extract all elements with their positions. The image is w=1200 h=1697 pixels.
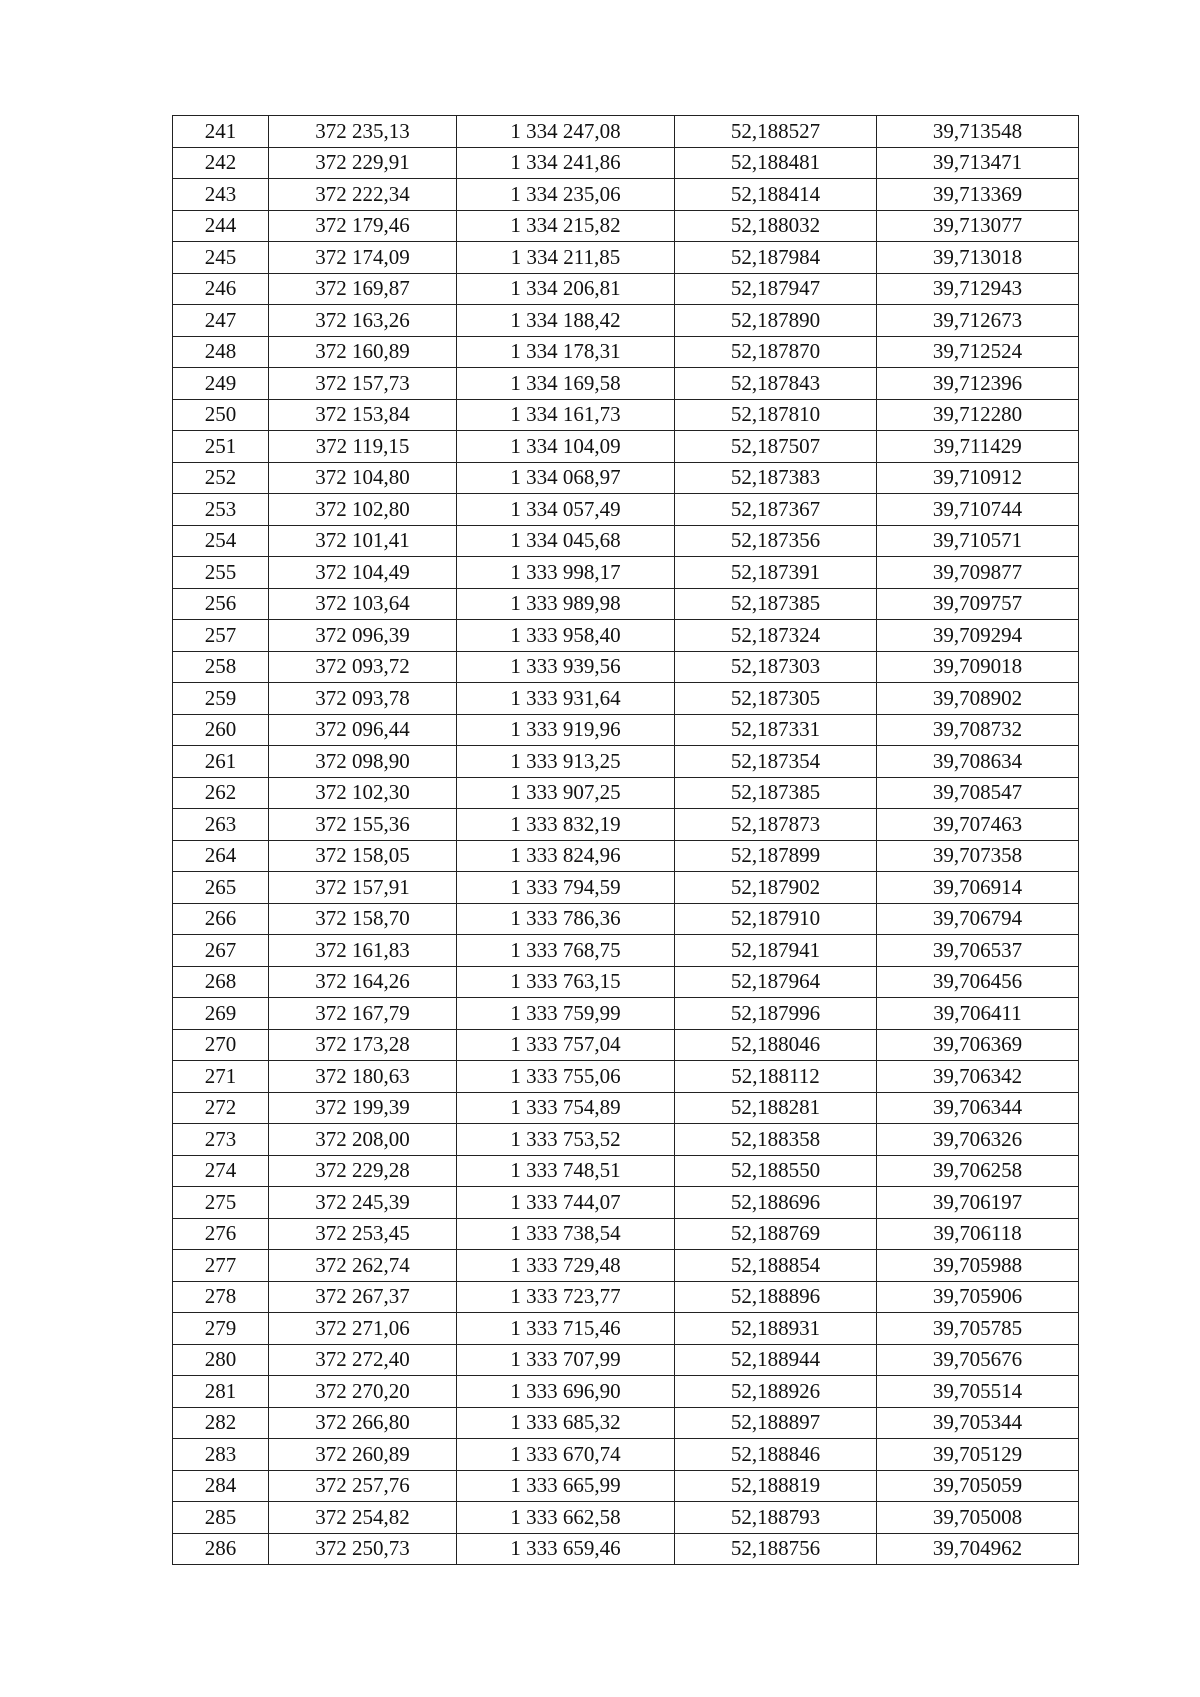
latitude-cell: 52,188819 xyxy=(675,1470,877,1502)
y-coordinate-cell: 1 333 715,46 xyxy=(457,1313,675,1345)
x-coordinate-cell: 372 093,72 xyxy=(269,651,457,683)
point-number-cell: 266 xyxy=(173,903,269,935)
table-row xyxy=(173,998,1079,1030)
x-coordinate-cell: 372 254,82 xyxy=(269,1502,457,1534)
latitude-cell: 52,187843 xyxy=(675,368,877,400)
table-row xyxy=(173,1439,1079,1471)
latitude-cell: 52,187383 xyxy=(675,462,877,494)
longitude-cell: 39,705906 xyxy=(877,1281,1079,1313)
y-coordinate-cell: 1 333 794,59 xyxy=(457,872,675,904)
latitude-cell: 52,187305 xyxy=(675,683,877,715)
latitude-cell: 52,187303 xyxy=(675,651,877,683)
x-coordinate-cell: 372 158,05 xyxy=(269,840,457,872)
table-row xyxy=(173,147,1079,179)
table-row xyxy=(173,1533,1079,1565)
latitude-cell: 52,187324 xyxy=(675,620,877,652)
x-coordinate-cell: 372 257,76 xyxy=(269,1470,457,1502)
table-row xyxy=(173,462,1079,494)
x-coordinate-cell: 372 270,20 xyxy=(269,1376,457,1408)
x-coordinate-cell: 372 235,13 xyxy=(269,116,457,148)
longitude-cell: 39,709018 xyxy=(877,651,1079,683)
point-number-cell: 282 xyxy=(173,1407,269,1439)
point-number-cell: 278 xyxy=(173,1281,269,1313)
latitude-cell: 52,187902 xyxy=(675,872,877,904)
table-row xyxy=(173,1092,1079,1124)
point-number-cell: 281 xyxy=(173,1376,269,1408)
latitude-cell: 52,188854 xyxy=(675,1250,877,1282)
y-coordinate-cell: 1 333 931,64 xyxy=(457,683,675,715)
table-row xyxy=(173,1124,1079,1156)
point-number-cell: 277 xyxy=(173,1250,269,1282)
x-coordinate-cell: 372 208,00 xyxy=(269,1124,457,1156)
point-number-cell: 286 xyxy=(173,1533,269,1565)
x-coordinate-cell: 372 271,06 xyxy=(269,1313,457,1345)
latitude-cell: 52,187890 xyxy=(675,305,877,337)
longitude-cell: 39,712524 xyxy=(877,336,1079,368)
latitude-cell: 52,187964 xyxy=(675,966,877,998)
longitude-cell: 39,705676 xyxy=(877,1344,1079,1376)
table-row xyxy=(173,966,1079,998)
y-coordinate-cell: 1 334 045,68 xyxy=(457,525,675,557)
y-coordinate-cell: 1 333 786,36 xyxy=(457,903,675,935)
point-number-cell: 248 xyxy=(173,336,269,368)
longitude-cell: 39,709877 xyxy=(877,557,1079,589)
y-coordinate-cell: 1 333 685,32 xyxy=(457,1407,675,1439)
x-coordinate-cell: 372 245,39 xyxy=(269,1187,457,1219)
latitude-cell: 52,188793 xyxy=(675,1502,877,1534)
longitude-cell: 39,712280 xyxy=(877,399,1079,431)
y-coordinate-cell: 1 334 178,31 xyxy=(457,336,675,368)
y-coordinate-cell: 1 333 748,51 xyxy=(457,1155,675,1187)
y-coordinate-cell: 1 334 104,09 xyxy=(457,431,675,463)
y-coordinate-cell: 1 333 763,15 xyxy=(457,966,675,998)
table-row xyxy=(173,494,1079,526)
point-number-cell: 244 xyxy=(173,210,269,242)
point-number-cell: 261 xyxy=(173,746,269,778)
longitude-cell: 39,706456 xyxy=(877,966,1079,998)
latitude-cell: 52,188944 xyxy=(675,1344,877,1376)
x-coordinate-cell: 372 098,90 xyxy=(269,746,457,778)
table-row xyxy=(173,273,1079,305)
x-coordinate-cell: 372 102,30 xyxy=(269,777,457,809)
longitude-cell: 39,709294 xyxy=(877,620,1079,652)
latitude-cell: 52,187356 xyxy=(675,525,877,557)
longitude-cell: 39,706118 xyxy=(877,1218,1079,1250)
point-number-cell: 276 xyxy=(173,1218,269,1250)
table-row xyxy=(173,431,1079,463)
table-row xyxy=(173,1061,1079,1093)
table-row xyxy=(173,777,1079,809)
x-coordinate-cell: 372 119,15 xyxy=(269,431,457,463)
y-coordinate-cell: 1 333 753,52 xyxy=(457,1124,675,1156)
point-number-cell: 274 xyxy=(173,1155,269,1187)
longitude-cell: 39,713077 xyxy=(877,210,1079,242)
point-number-cell: 280 xyxy=(173,1344,269,1376)
longitude-cell: 39,709757 xyxy=(877,588,1079,620)
y-coordinate-cell: 1 333 958,40 xyxy=(457,620,675,652)
latitude-cell: 52,187984 xyxy=(675,242,877,274)
coordinates-table xyxy=(172,115,1079,1565)
latitude-cell: 52,188032 xyxy=(675,210,877,242)
point-number-cell: 264 xyxy=(173,840,269,872)
longitude-cell: 39,705988 xyxy=(877,1250,1079,1282)
table-row xyxy=(173,809,1079,841)
y-coordinate-cell: 1 333 919,96 xyxy=(457,714,675,746)
y-coordinate-cell: 1 333 913,25 xyxy=(457,746,675,778)
point-number-cell: 271 xyxy=(173,1061,269,1093)
point-number-cell: 270 xyxy=(173,1029,269,1061)
table-row xyxy=(173,903,1079,935)
longitude-cell: 39,706369 xyxy=(877,1029,1079,1061)
x-coordinate-cell: 372 173,28 xyxy=(269,1029,457,1061)
point-number-cell: 260 xyxy=(173,714,269,746)
latitude-cell: 52,188897 xyxy=(675,1407,877,1439)
longitude-cell: 39,713018 xyxy=(877,242,1079,274)
point-number-cell: 285 xyxy=(173,1502,269,1534)
latitude-cell: 52,187870 xyxy=(675,336,877,368)
point-number-cell: 263 xyxy=(173,809,269,841)
point-number-cell: 262 xyxy=(173,777,269,809)
longitude-cell: 39,705129 xyxy=(877,1439,1079,1471)
x-coordinate-cell: 372 229,28 xyxy=(269,1155,457,1187)
x-coordinate-cell: 372 153,84 xyxy=(269,399,457,431)
y-coordinate-cell: 1 333 989,98 xyxy=(457,588,675,620)
x-coordinate-cell: 372 222,34 xyxy=(269,179,457,211)
longitude-cell: 39,708902 xyxy=(877,683,1079,715)
longitude-cell: 39,706914 xyxy=(877,872,1079,904)
point-number-cell: 284 xyxy=(173,1470,269,1502)
y-coordinate-cell: 1 333 744,07 xyxy=(457,1187,675,1219)
latitude-cell: 52,188756 xyxy=(675,1533,877,1565)
longitude-cell: 39,706794 xyxy=(877,903,1079,935)
latitude-cell: 52,188846 xyxy=(675,1439,877,1471)
x-coordinate-cell: 372 167,79 xyxy=(269,998,457,1030)
point-number-cell: 256 xyxy=(173,588,269,620)
point-number-cell: 241 xyxy=(173,116,269,148)
longitude-cell: 39,712943 xyxy=(877,273,1079,305)
y-coordinate-cell: 1 333 768,75 xyxy=(457,935,675,967)
longitude-cell: 39,705008 xyxy=(877,1502,1079,1534)
x-coordinate-cell: 372 229,91 xyxy=(269,147,457,179)
x-coordinate-cell: 372 164,26 xyxy=(269,966,457,998)
x-coordinate-cell: 372 103,64 xyxy=(269,588,457,620)
y-coordinate-cell: 1 333 832,19 xyxy=(457,809,675,841)
y-coordinate-cell: 1 333 759,99 xyxy=(457,998,675,1030)
y-coordinate-cell: 1 334 211,85 xyxy=(457,242,675,274)
table-row xyxy=(173,179,1079,211)
table-row xyxy=(173,1376,1079,1408)
table-row xyxy=(173,305,1079,337)
y-coordinate-cell: 1 334 206,81 xyxy=(457,273,675,305)
table-row xyxy=(173,557,1079,589)
longitude-cell: 39,705785 xyxy=(877,1313,1079,1345)
longitude-cell: 39,713369 xyxy=(877,179,1079,211)
latitude-cell: 52,188481 xyxy=(675,147,877,179)
y-coordinate-cell: 1 333 755,06 xyxy=(457,1061,675,1093)
latitude-cell: 52,187385 xyxy=(675,588,877,620)
table-row xyxy=(173,1029,1079,1061)
x-coordinate-cell: 372 260,89 xyxy=(269,1439,457,1471)
point-number-cell: 250 xyxy=(173,399,269,431)
y-coordinate-cell: 1 333 998,17 xyxy=(457,557,675,589)
longitude-cell: 39,705514 xyxy=(877,1376,1079,1408)
y-coordinate-cell: 1 333 659,46 xyxy=(457,1533,675,1565)
x-coordinate-cell: 372 161,83 xyxy=(269,935,457,967)
latitude-cell: 52,188281 xyxy=(675,1092,877,1124)
point-number-cell: 272 xyxy=(173,1092,269,1124)
point-number-cell: 242 xyxy=(173,147,269,179)
y-coordinate-cell: 1 333 729,48 xyxy=(457,1250,675,1282)
x-coordinate-cell: 372 250,73 xyxy=(269,1533,457,1565)
longitude-cell: 39,706411 xyxy=(877,998,1079,1030)
table-row xyxy=(173,368,1079,400)
x-coordinate-cell: 372 163,26 xyxy=(269,305,457,337)
point-number-cell: 283 xyxy=(173,1439,269,1471)
y-coordinate-cell: 1 334 161,73 xyxy=(457,399,675,431)
latitude-cell: 52,187873 xyxy=(675,809,877,841)
latitude-cell: 52,187899 xyxy=(675,840,877,872)
longitude-cell: 39,710912 xyxy=(877,462,1079,494)
longitude-cell: 39,708547 xyxy=(877,777,1079,809)
latitude-cell: 52,188926 xyxy=(675,1376,877,1408)
point-number-cell: 254 xyxy=(173,525,269,557)
x-coordinate-cell: 372 160,89 xyxy=(269,336,457,368)
y-coordinate-cell: 1 334 247,08 xyxy=(457,116,675,148)
table-row xyxy=(173,1155,1079,1187)
longitude-cell: 39,706344 xyxy=(877,1092,1079,1124)
x-coordinate-cell: 372 096,39 xyxy=(269,620,457,652)
table-row xyxy=(173,935,1079,967)
x-coordinate-cell: 372 096,44 xyxy=(269,714,457,746)
point-number-cell: 273 xyxy=(173,1124,269,1156)
point-number-cell: 255 xyxy=(173,557,269,589)
point-number-cell: 245 xyxy=(173,242,269,274)
table-row xyxy=(173,1187,1079,1219)
x-coordinate-cell: 372 169,87 xyxy=(269,273,457,305)
table-row xyxy=(173,116,1079,148)
longitude-cell: 39,706537 xyxy=(877,935,1079,967)
latitude-cell: 52,187910 xyxy=(675,903,877,935)
point-number-cell: 265 xyxy=(173,872,269,904)
point-number-cell: 269 xyxy=(173,998,269,1030)
point-number-cell: 275 xyxy=(173,1187,269,1219)
table-row xyxy=(173,399,1079,431)
latitude-cell: 52,187507 xyxy=(675,431,877,463)
point-number-cell: 267 xyxy=(173,935,269,967)
table-row xyxy=(173,840,1079,872)
latitude-cell: 52,188358 xyxy=(675,1124,877,1156)
x-coordinate-cell: 372 199,39 xyxy=(269,1092,457,1124)
y-coordinate-cell: 1 334 169,58 xyxy=(457,368,675,400)
longitude-cell: 39,706258 xyxy=(877,1155,1079,1187)
longitude-cell: 39,710571 xyxy=(877,525,1079,557)
table-row xyxy=(173,336,1079,368)
y-coordinate-cell: 1 333 757,04 xyxy=(457,1029,675,1061)
latitude-cell: 52,188112 xyxy=(675,1061,877,1093)
point-number-cell: 253 xyxy=(173,494,269,526)
table-row xyxy=(173,1344,1079,1376)
x-coordinate-cell: 372 102,80 xyxy=(269,494,457,526)
x-coordinate-cell: 372 174,09 xyxy=(269,242,457,274)
table-row xyxy=(173,525,1079,557)
point-number-cell: 268 xyxy=(173,966,269,998)
latitude-cell: 52,188931 xyxy=(675,1313,877,1345)
y-coordinate-cell: 1 333 670,74 xyxy=(457,1439,675,1471)
longitude-cell: 39,706197 xyxy=(877,1187,1079,1219)
x-coordinate-cell: 372 155,36 xyxy=(269,809,457,841)
table-row xyxy=(173,242,1079,274)
latitude-cell: 52,187391 xyxy=(675,557,877,589)
longitude-cell: 39,710744 xyxy=(877,494,1079,526)
point-number-cell: 247 xyxy=(173,305,269,337)
point-number-cell: 257 xyxy=(173,620,269,652)
latitude-cell: 52,187354 xyxy=(675,746,877,778)
latitude-cell: 52,187331 xyxy=(675,714,877,746)
y-coordinate-cell: 1 333 754,89 xyxy=(457,1092,675,1124)
longitude-cell: 39,704962 xyxy=(877,1533,1079,1565)
longitude-cell: 39,706326 xyxy=(877,1124,1079,1156)
latitude-cell: 52,188896 xyxy=(675,1281,877,1313)
point-number-cell: 243 xyxy=(173,179,269,211)
latitude-cell: 52,188769 xyxy=(675,1218,877,1250)
longitude-cell: 39,712396 xyxy=(877,368,1079,400)
y-coordinate-cell: 1 333 939,56 xyxy=(457,651,675,683)
point-number-cell: 246 xyxy=(173,273,269,305)
x-coordinate-cell: 372 267,37 xyxy=(269,1281,457,1313)
latitude-cell: 52,187947 xyxy=(675,273,877,305)
x-coordinate-cell: 372 093,78 xyxy=(269,683,457,715)
table-row xyxy=(173,1281,1079,1313)
x-coordinate-cell: 372 157,91 xyxy=(269,872,457,904)
y-coordinate-cell: 1 333 707,99 xyxy=(457,1344,675,1376)
longitude-cell: 39,707358 xyxy=(877,840,1079,872)
latitude-cell: 52,188414 xyxy=(675,179,877,211)
x-coordinate-cell: 372 179,46 xyxy=(269,210,457,242)
point-number-cell: 279 xyxy=(173,1313,269,1345)
latitude-cell: 52,187367 xyxy=(675,494,877,526)
table-row xyxy=(173,683,1079,715)
x-coordinate-cell: 372 157,73 xyxy=(269,368,457,400)
latitude-cell: 52,187810 xyxy=(675,399,877,431)
y-coordinate-cell: 1 333 665,99 xyxy=(457,1470,675,1502)
x-coordinate-cell: 372 266,80 xyxy=(269,1407,457,1439)
coordinates-table-body xyxy=(173,116,1079,1565)
point-number-cell: 252 xyxy=(173,462,269,494)
y-coordinate-cell: 1 334 215,82 xyxy=(457,210,675,242)
point-number-cell: 258 xyxy=(173,651,269,683)
table-row xyxy=(173,620,1079,652)
y-coordinate-cell: 1 334 057,49 xyxy=(457,494,675,526)
y-coordinate-cell: 1 334 235,06 xyxy=(457,179,675,211)
table-row xyxy=(173,1502,1079,1534)
table-row xyxy=(173,1313,1079,1345)
point-number-cell: 251 xyxy=(173,431,269,463)
y-coordinate-cell: 1 333 662,58 xyxy=(457,1502,675,1534)
x-coordinate-cell: 372 158,70 xyxy=(269,903,457,935)
y-coordinate-cell: 1 334 188,42 xyxy=(457,305,675,337)
x-coordinate-cell: 372 104,80 xyxy=(269,462,457,494)
longitude-cell: 39,713548 xyxy=(877,116,1079,148)
longitude-cell: 39,705059 xyxy=(877,1470,1079,1502)
table-row xyxy=(173,210,1079,242)
table-row xyxy=(173,1470,1079,1502)
latitude-cell: 52,187941 xyxy=(675,935,877,967)
y-coordinate-cell: 1 333 907,25 xyxy=(457,777,675,809)
table-row xyxy=(173,872,1079,904)
table-row xyxy=(173,651,1079,683)
y-coordinate-cell: 1 333 696,90 xyxy=(457,1376,675,1408)
table-row xyxy=(173,1407,1079,1439)
point-number-cell: 259 xyxy=(173,683,269,715)
x-coordinate-cell: 372 272,40 xyxy=(269,1344,457,1376)
x-coordinate-cell: 372 101,41 xyxy=(269,525,457,557)
latitude-cell: 52,187385 xyxy=(675,777,877,809)
y-coordinate-cell: 1 334 241,86 xyxy=(457,147,675,179)
longitude-cell: 39,705344 xyxy=(877,1407,1079,1439)
longitude-cell: 39,708634 xyxy=(877,746,1079,778)
latitude-cell: 52,188527 xyxy=(675,116,877,148)
latitude-cell: 52,188550 xyxy=(675,1155,877,1187)
latitude-cell: 52,188046 xyxy=(675,1029,877,1061)
longitude-cell: 39,711429 xyxy=(877,431,1079,463)
table-row xyxy=(173,1218,1079,1250)
y-coordinate-cell: 1 334 068,97 xyxy=(457,462,675,494)
table-row xyxy=(173,588,1079,620)
latitude-cell: 52,188696 xyxy=(675,1187,877,1219)
longitude-cell: 39,706342 xyxy=(877,1061,1079,1093)
longitude-cell: 39,712673 xyxy=(877,305,1079,337)
table-row xyxy=(173,746,1079,778)
longitude-cell: 39,708732 xyxy=(877,714,1079,746)
x-coordinate-cell: 372 180,63 xyxy=(269,1061,457,1093)
longitude-cell: 39,713471 xyxy=(877,147,1079,179)
y-coordinate-cell: 1 333 738,54 xyxy=(457,1218,675,1250)
x-coordinate-cell: 372 262,74 xyxy=(269,1250,457,1282)
x-coordinate-cell: 372 253,45 xyxy=(269,1218,457,1250)
table-row xyxy=(173,1250,1079,1282)
latitude-cell: 52,187996 xyxy=(675,998,877,1030)
longitude-cell: 39,707463 xyxy=(877,809,1079,841)
point-number-cell: 249 xyxy=(173,368,269,400)
x-coordinate-cell: 372 104,49 xyxy=(269,557,457,589)
y-coordinate-cell: 1 333 824,96 xyxy=(457,840,675,872)
y-coordinate-cell: 1 333 723,77 xyxy=(457,1281,675,1313)
table-row xyxy=(173,714,1079,746)
